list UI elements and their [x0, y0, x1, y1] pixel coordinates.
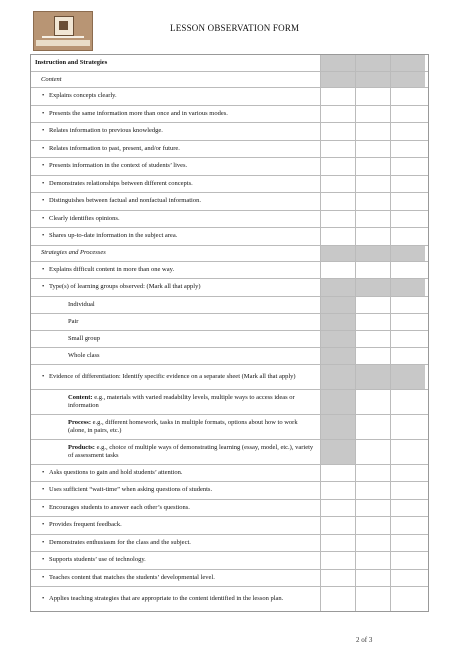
- rating-cell-2[interactable]: [356, 331, 391, 347]
- rating-cell-1[interactable]: [321, 123, 356, 140]
- table-row: [31, 465, 428, 483]
- rating-cell-1[interactable]: [321, 262, 356, 279]
- rating-cell-2[interactable]: [356, 440, 391, 464]
- rating-cell-2[interactable]: [356, 106, 391, 123]
- rating-cell-2[interactable]: [356, 465, 391, 482]
- observation-table: [30, 54, 429, 612]
- rating-cell-2[interactable]: [356, 88, 391, 105]
- rating-cell-1[interactable]: [321, 552, 356, 569]
- criterion-text: Instruction and Strategies: [31, 55, 321, 71]
- criterion-text: Pair: [31, 314, 321, 330]
- rating-cell-3: [391, 55, 425, 71]
- rating-cell-3: [391, 365, 425, 389]
- rating-cell-3[interactable]: [391, 348, 425, 364]
- rating-cell-3[interactable]: [391, 262, 425, 279]
- criterion-text: [31, 440, 321, 464]
- criterion-text: Whole class: [31, 348, 321, 364]
- rating-cell-2[interactable]: [356, 517, 391, 534]
- rating-cell-3[interactable]: [391, 158, 425, 175]
- rating-cell-3[interactable]: [391, 228, 425, 245]
- rating-cell-1: [321, 246, 356, 261]
- table-row: [31, 88, 428, 106]
- criterion-text: • Asks questions to gain and hold students’ attention.: [31, 465, 321, 482]
- criterion-text: • Teaches content that matches the students’ developmental level.: [31, 570, 321, 587]
- table-row: [31, 176, 428, 194]
- table-row: [31, 123, 428, 141]
- rating-cell-3[interactable]: [391, 440, 425, 464]
- rating-cell-2[interactable]: [356, 535, 391, 552]
- rating-cell-2[interactable]: [356, 141, 391, 158]
- rating-cell-3[interactable]: [391, 193, 425, 210]
- table-row: [31, 570, 428, 588]
- rating-cell-3[interactable]: [391, 390, 425, 414]
- table-row: [31, 297, 428, 314]
- table-row: [31, 587, 428, 611]
- rating-cell-3[interactable]: [391, 141, 425, 158]
- rating-cell-2: [356, 72, 391, 87]
- rating-cell-2[interactable]: [356, 587, 391, 611]
- table-row: [31, 517, 428, 535]
- rating-cell-3[interactable]: [391, 482, 425, 499]
- rating-cell-2[interactable]: [356, 500, 391, 517]
- rating-cell-1: [321, 415, 356, 439]
- table-row: [31, 482, 428, 500]
- rating-cell-1: [321, 72, 356, 87]
- rating-cell-1: [321, 314, 356, 330]
- rating-cell-1: [321, 297, 356, 313]
- rating-cell-1[interactable]: [321, 570, 356, 587]
- criterion-text: • Type(s) of learning groups observed: (Mark all that apply): [31, 279, 321, 296]
- table-row: [31, 535, 428, 553]
- rating-cell-2: [356, 246, 391, 261]
- building-icon: [54, 16, 74, 36]
- rating-cell-1: [321, 348, 356, 364]
- criterion-detail: e.g., different homework, tasks in multiple formats, options about how to work (alone, in pairs, etc.): [68, 418, 298, 434]
- rating-cell-3[interactable]: [391, 176, 425, 193]
- criterion-label: Content:: [68, 393, 93, 401]
- rating-cell-1[interactable]: [321, 158, 356, 175]
- table-row: [31, 415, 428, 440]
- table-row: [31, 193, 428, 211]
- criterion-text: • Encourages students to answer each other’s questions.: [31, 500, 321, 517]
- rating-cell-3[interactable]: [391, 331, 425, 347]
- rating-cell-1[interactable]: [321, 587, 356, 611]
- rating-cell-1[interactable]: [321, 500, 356, 517]
- rating-cell-2: [356, 365, 391, 389]
- criterion-text: [31, 390, 321, 414]
- rating-cell-3: [391, 279, 425, 296]
- rating-cell-1: [321, 365, 356, 389]
- table-row: [31, 279, 428, 297]
- table-row: [31, 72, 428, 88]
- rating-cell-2[interactable]: [356, 570, 391, 587]
- table-row: [31, 106, 428, 124]
- criterion-text: • Relates information to previous knowledge.: [31, 123, 321, 140]
- criterion-text: • Presents information in the context of students’ lives.: [31, 158, 321, 175]
- criterion-text: • Supports students’ use of technology.: [31, 552, 321, 569]
- criterion-text: • Clearly identifies opinions.: [31, 211, 321, 228]
- rating-cell-1[interactable]: [321, 465, 356, 482]
- form-title: LESSON OBSERVATION FORM: [170, 23, 300, 33]
- table-row: [31, 390, 428, 415]
- rating-cell-3[interactable]: [391, 297, 425, 313]
- criterion-text: • Shares up-to-date information in the subject area.: [31, 228, 321, 245]
- table-row: [31, 55, 428, 72]
- criterion-text: [31, 415, 321, 439]
- rating-cell-2[interactable]: [356, 390, 391, 414]
- criterion-text: Individual: [31, 297, 321, 313]
- rating-cell-1[interactable]: [321, 517, 356, 534]
- rating-cell-3: [391, 246, 425, 261]
- rating-cell-3[interactable]: [391, 314, 425, 330]
- criterion-text: • Uses sufficient “wait-time” when asking questions of students.: [31, 482, 321, 499]
- criterion-detail: e.g., materials with varied readability levels, multiple ways to access ideas or information: [68, 393, 295, 409]
- table-row: [31, 440, 428, 465]
- criterion-text: • Explains difficult content in more than one way.: [31, 262, 321, 279]
- table-row: [31, 348, 428, 365]
- rating-cell-2[interactable]: [356, 158, 391, 175]
- rating-cell-2[interactable]: [356, 228, 391, 245]
- rating-cell-2[interactable]: [356, 415, 391, 439]
- rating-cell-3[interactable]: [391, 211, 425, 228]
- rating-cell-1: [321, 331, 356, 347]
- criterion-text: • Demonstrates enthusiasm for the class and the subject.: [31, 535, 321, 552]
- table-row: [31, 141, 428, 159]
- table-row: [31, 262, 428, 280]
- criterion-text: • Distinguishes between factual and nonfactual information.: [31, 193, 321, 210]
- table-row: [31, 158, 428, 176]
- criterion-label: Process:: [68, 418, 91, 426]
- rating-cell-3[interactable]: [391, 88, 425, 105]
- criterion-detail: e.g., choice of multiple ways of demonstrating learning (essay, model, etc.), variety of assessment tasks: [68, 443, 314, 459]
- table-row: [31, 228, 428, 246]
- rating-cell-1[interactable]: [321, 193, 356, 210]
- rating-cell-2[interactable]: [356, 348, 391, 364]
- criterion-text: Small group: [31, 331, 321, 347]
- rating-cell-2[interactable]: [356, 176, 391, 193]
- rating-cell-3[interactable]: [391, 106, 425, 123]
- rating-cell-1: [321, 390, 356, 414]
- criterion-text: • Presents the same information more than once and in various modes.: [31, 106, 321, 123]
- criterion-text: • Applies teaching strategies that are appropriate to the content identified in the lesson plan.: [31, 587, 321, 611]
- rating-cell-2[interactable]: [356, 262, 391, 279]
- table-row: [31, 314, 428, 331]
- rating-cell-3[interactable]: [391, 552, 425, 569]
- rating-cell-1: [321, 279, 356, 296]
- table-row: [31, 246, 428, 262]
- rating-cell-2: [356, 55, 391, 71]
- criterion-label: Products:: [68, 443, 95, 451]
- rating-cell-1: [321, 55, 356, 71]
- rating-cell-3[interactable]: [391, 570, 425, 587]
- criterion-text: • Explains concepts clearly.: [31, 88, 321, 105]
- university-logo: [33, 11, 93, 51]
- criterion-text: Strategies and Processes: [31, 246, 321, 261]
- rating-cell-3[interactable]: [391, 587, 425, 611]
- rating-cell-1[interactable]: [321, 106, 356, 123]
- rating-cell-3[interactable]: [391, 123, 425, 140]
- table-row: [31, 500, 428, 518]
- criterion-text: Content: [31, 72, 321, 87]
- rating-cell-1[interactable]: [321, 482, 356, 499]
- rating-cell-3[interactable]: [391, 500, 425, 517]
- table-row: [31, 211, 428, 229]
- rating-cell-1[interactable]: [321, 228, 356, 245]
- rating-cell-1[interactable]: [321, 88, 356, 105]
- rating-cell-1[interactable]: [321, 535, 356, 552]
- criterion-text: • Demonstrates relationships between different concepts.: [31, 176, 321, 193]
- rating-cell-1[interactable]: [321, 141, 356, 158]
- rating-cell-3: [391, 72, 425, 87]
- rating-cell-1[interactable]: [321, 211, 356, 228]
- rating-cell-2[interactable]: [356, 314, 391, 330]
- rating-cell-3[interactable]: [391, 415, 425, 439]
- criterion-text: • Relates information to past, present, and/or future.: [31, 141, 321, 158]
- rating-cell-3[interactable]: [391, 465, 425, 482]
- page-number: 2 of 3: [356, 636, 373, 644]
- rating-cell-2[interactable]: [356, 482, 391, 499]
- rating-cell-3[interactable]: [391, 517, 425, 534]
- criterion-text: • Provides frequent feedback.: [31, 517, 321, 534]
- rating-cell-2[interactable]: [356, 552, 391, 569]
- rating-cell-1[interactable]: [321, 176, 356, 193]
- rating-cell-2[interactable]: [356, 193, 391, 210]
- table-row: [31, 552, 428, 570]
- rating-cell-2[interactable]: [356, 123, 391, 140]
- rating-cell-2[interactable]: [356, 211, 391, 228]
- table-row: [31, 331, 428, 348]
- criterion-text: • Evidence of differentiation: Identify specific evidence on a separate sheet (Mark all that apply): [31, 365, 321, 389]
- rating-cell-3[interactable]: [391, 535, 425, 552]
- table-row: [31, 365, 428, 390]
- rating-cell-2[interactable]: [356, 297, 391, 313]
- rating-cell-2: [356, 279, 391, 296]
- rating-cell-1: [321, 440, 356, 464]
